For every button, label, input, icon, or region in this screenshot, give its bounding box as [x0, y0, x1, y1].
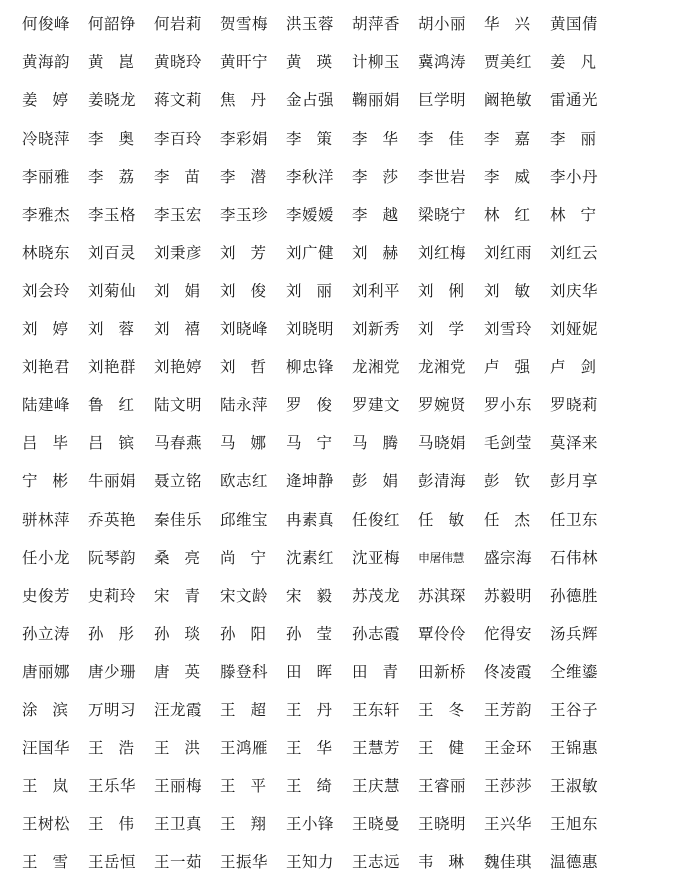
name-entry: 王东轩: [352, 700, 401, 719]
name-entry: 孙志霞: [352, 624, 401, 643]
name-entry: 宁彬: [22, 472, 84, 491]
name-entry: 宋青: [154, 586, 216, 605]
name-entry: 李玉宏: [154, 205, 203, 224]
name-entry: 李丽: [550, 129, 612, 148]
name-entry: 马腾: [352, 434, 414, 453]
name-entry: 田新桥: [418, 662, 467, 681]
name-entry: 王卫真: [154, 815, 203, 834]
name-entry: 滕登科: [220, 662, 269, 681]
name-entry: 李嘉: [484, 129, 546, 148]
name-entry: 刘敏: [484, 281, 546, 300]
name-entry: 王一茹: [154, 853, 203, 872]
name-row: [22, 44, 682, 82]
name-entry: 逄坤静: [286, 472, 335, 491]
name-entry: 孙彤: [88, 624, 150, 643]
name-entry: 苏茂龙: [352, 586, 401, 605]
name-entry: 计柳玉: [352, 53, 401, 72]
name-list-grid: [22, 6, 682, 882]
name-entry: 黄崑: [88, 53, 150, 72]
name-entry: 王鸿雁: [220, 739, 269, 758]
name-entry: 柳忠锋: [286, 358, 335, 377]
name-entry: 王慧芳: [352, 739, 401, 758]
name-entry: 王锦惠: [550, 739, 599, 758]
name-entry: 王丽梅: [154, 777, 203, 796]
name-entry: 史莉玲: [88, 586, 137, 605]
name-entry: 刘秉彦: [154, 243, 203, 262]
name-entry: 任小龙: [22, 548, 71, 567]
name-entry: 苏淇琛: [418, 586, 467, 605]
name-entry: 刘学: [418, 320, 480, 339]
name-entry: 王树松: [22, 815, 71, 834]
name-entry: 马宁: [286, 434, 348, 453]
name-entry: 王洪: [154, 739, 216, 758]
name-entry: 罗建文: [352, 396, 401, 415]
name-entry: 刘哲: [220, 358, 282, 377]
name-entry: 欧志红: [220, 472, 269, 491]
name-entry: 刘红雨: [484, 243, 533, 262]
name-entry: 刘雪玲: [484, 320, 533, 339]
name-entry: 宋文龄: [220, 586, 269, 605]
name-entry: 桑亮: [154, 548, 216, 567]
name-entry: 刘晓峰: [220, 320, 269, 339]
name-entry: 巨学明: [418, 91, 467, 110]
name-entry: 仝维鎏: [550, 662, 599, 681]
name-entry: 陆建峰: [22, 396, 71, 415]
name-entry: 唐丽娜: [22, 662, 71, 681]
name-entry: 刘红云: [550, 243, 599, 262]
name-entry: 彭清海: [418, 472, 467, 491]
name-entry: 刘婷: [22, 320, 84, 339]
name-entry: 刘晓明: [286, 320, 335, 339]
name-entry: 孙立涛: [22, 624, 71, 643]
name-entry: 龙湘党: [418, 358, 467, 377]
name-entry: 贾美红: [484, 53, 533, 72]
name-entry: 李玉珍: [220, 205, 269, 224]
name-entry: 林晓东: [22, 243, 71, 262]
name-entry: 林宁: [550, 205, 612, 224]
name-entry: 李苗: [154, 167, 216, 186]
name-entry: 李佳: [418, 129, 480, 148]
name-entry: 林红: [484, 205, 546, 224]
name-entry: 李奥: [88, 129, 150, 148]
name-entry: 罗晓莉: [550, 396, 599, 415]
name-entry: 毛剑莹: [484, 434, 533, 453]
name-entry: 王雪: [22, 853, 84, 872]
name-entry: 唐英: [154, 662, 216, 681]
name-entry: 任卫东: [550, 510, 599, 529]
name-entry: 王岳恒: [88, 853, 137, 872]
name-entry: 田青: [352, 662, 414, 681]
name-entry: 唐少珊: [88, 662, 137, 681]
name-entry: 阚艳敏: [484, 91, 533, 110]
name-entry: 罗俊: [286, 396, 348, 415]
name-entry: 王绮: [286, 777, 348, 796]
name-entry: 彭月享: [550, 472, 599, 491]
name-entry: 李世岩: [418, 167, 467, 186]
name-row: [22, 273, 682, 311]
name-entry: 苏毅明: [484, 586, 533, 605]
name-entry: 黄瑛: [286, 53, 348, 72]
name-entry: 汤兵辉: [550, 624, 599, 643]
name-entry: 李雅杰: [22, 205, 71, 224]
name-entry: 孙德胜: [550, 586, 599, 605]
name-entry: 孙琰: [154, 624, 216, 643]
name-entry: 万明习: [88, 700, 137, 719]
name-entry: 何岩莉: [154, 15, 203, 34]
name-entry: 王淑敏: [550, 777, 599, 796]
name-row: [22, 387, 682, 425]
name-entry: 沈素红: [286, 548, 335, 567]
name-entry: 申屠伟慧: [418, 551, 465, 566]
name-entry: 王翔: [220, 815, 282, 834]
name-entry: 王旭东: [550, 815, 599, 834]
name-entry: 梁晓宁: [418, 205, 467, 224]
name-entry: 罗婉贤: [418, 396, 467, 415]
name-entry: 刘禧: [154, 320, 216, 339]
name-entry: 何韶铮: [88, 15, 137, 34]
name-entry: 何俊峰: [22, 15, 71, 34]
name-entry: 蒋文莉: [154, 91, 203, 110]
name-entry: 李玉格: [88, 205, 137, 224]
name-entry: 刘俊: [220, 281, 282, 300]
name-entry: 李华: [352, 129, 414, 148]
name-entry: 宋毅: [286, 586, 348, 605]
name-entry: 陆永萍: [220, 396, 269, 415]
name-entry: 任俊红: [352, 510, 401, 529]
name-entry: 王岚: [22, 777, 84, 796]
name-row: [22, 349, 682, 387]
name-entry: 牛丽娟: [88, 472, 137, 491]
name-entry: 刘利平: [352, 281, 401, 300]
name-entry: 王丹: [286, 700, 348, 719]
name-entry: 孙莹: [286, 624, 348, 643]
name-entry: 马晓娟: [418, 434, 467, 453]
name-entry: 王志远: [352, 853, 401, 872]
name-entry: 卢剑: [550, 358, 612, 377]
name-entry: 佟凌霞: [484, 662, 533, 681]
name-entry: 姜晓龙: [88, 91, 137, 110]
name-entry: 王伟: [88, 815, 150, 834]
name-entry: 刘百灵: [88, 243, 137, 262]
name-entry: 黄旰宁: [220, 53, 269, 72]
name-row: [22, 844, 682, 882]
name-entry: 李彩娟: [220, 129, 269, 148]
name-row: [22, 311, 682, 349]
name-entry: 冷晓萍: [22, 129, 71, 148]
name-entry: 马娜: [220, 434, 282, 453]
name-entry: 王芳韵: [484, 700, 533, 719]
name-entry: 王振华: [220, 853, 269, 872]
name-entry: 王平: [220, 777, 282, 796]
name-row: [22, 196, 682, 234]
name-row: [22, 577, 682, 615]
name-entry: 李荔: [88, 167, 150, 186]
name-row: [22, 6, 682, 44]
name-entry: 王华: [286, 739, 348, 758]
name-row: [22, 806, 682, 844]
name-entry: 王健: [418, 739, 480, 758]
name-row: [22, 82, 682, 120]
name-entry: 刘娟: [154, 281, 216, 300]
name-entry: 李小丹: [550, 167, 599, 186]
name-entry: 刘会玲: [22, 281, 71, 300]
name-row: [22, 539, 682, 577]
name-entry: 王冬: [418, 700, 480, 719]
name-entry: 王超: [220, 700, 282, 719]
name-entry: 魏佳琪: [484, 853, 533, 872]
name-entry: 刘红梅: [418, 243, 467, 262]
name-row: [22, 120, 682, 158]
name-entry: 骈林萍: [22, 510, 71, 529]
name-entry: 冀鸿涛: [418, 53, 467, 72]
name-row: [22, 730, 682, 768]
name-entry: 任杰: [484, 510, 546, 529]
name-entry: 彭娟: [352, 472, 414, 491]
name-entry: 雷通光: [550, 91, 599, 110]
name-entry: 黄晓玲: [154, 53, 203, 72]
name-entry: 李嫒嫒: [286, 205, 335, 224]
name-entry: 聂立铭: [154, 472, 203, 491]
name-entry: 马春燕: [154, 434, 203, 453]
name-entry: 邱维宝: [220, 510, 269, 529]
name-entry: 姜凡: [550, 53, 612, 72]
name-entry: 刘赫: [352, 243, 414, 262]
name-entry: 姜婷: [22, 91, 84, 110]
name-entry: 佗得安: [484, 624, 533, 643]
name-entry: 陆文明: [154, 396, 203, 415]
name-entry: 李潜: [220, 167, 282, 186]
name-entry: 史俊芳: [22, 586, 71, 605]
name-row: [22, 158, 682, 196]
name-entry: 罗小东: [484, 396, 533, 415]
name-entry: 彭钦: [484, 472, 546, 491]
name-entry: 乔英艳: [88, 510, 137, 529]
name-entry: 李秋洋: [286, 167, 335, 186]
name-entry: 覃伶伶: [418, 624, 467, 643]
name-entry: 贺雪梅: [220, 15, 269, 34]
name-entry: 孙阳: [220, 624, 282, 643]
name-entry: 王乐华: [88, 777, 137, 796]
name-entry: 李策: [286, 129, 348, 148]
name-entry: 王小锋: [286, 815, 335, 834]
name-entry: 刘菊仙: [88, 281, 137, 300]
name-entry: 温德惠: [550, 853, 599, 872]
name-entry: 刘丽: [286, 281, 348, 300]
name-entry: 龙湘党: [352, 358, 401, 377]
name-entry: 刘娅妮: [550, 320, 599, 339]
name-entry: 鲁红: [88, 396, 150, 415]
name-entry: 汪国华: [22, 739, 71, 758]
name-entry: 李威: [484, 167, 546, 186]
name-entry: 王浩: [88, 739, 150, 758]
name-entry: 焦丹: [220, 91, 282, 110]
name-entry: 阮琴韵: [88, 548, 137, 567]
name-entry: 涂滨: [22, 700, 84, 719]
name-entry: 刘芳: [220, 243, 282, 262]
name-entry: 韦琳: [418, 853, 480, 872]
name-entry: 王晓曼: [352, 815, 401, 834]
name-entry: 李越: [352, 205, 414, 224]
name-entry: 刘艳君: [22, 358, 71, 377]
name-entry: 刘庆华: [550, 281, 599, 300]
name-row: [22, 463, 682, 501]
name-entry: 尚宁: [220, 548, 282, 567]
name-entry: 刘俐: [418, 281, 480, 300]
name-entry: 李莎: [352, 167, 414, 186]
name-entry: 李百玲: [154, 129, 203, 148]
name-entry: 胡小丽: [418, 15, 467, 34]
name-row: [22, 768, 682, 806]
name-entry: 华兴: [484, 15, 546, 34]
name-entry: 刘广健: [286, 243, 335, 262]
name-entry: 鞠丽娟: [352, 91, 401, 110]
name-entry: 莫泽来: [550, 434, 599, 453]
name-entry: 吕镔: [88, 434, 150, 453]
name-entry: 田晖: [286, 662, 348, 681]
name-entry: 盛宗海: [484, 548, 533, 567]
name-row: [22, 616, 682, 654]
name-entry: 石伟林: [550, 548, 599, 567]
name-entry: 洪玉蓉: [286, 15, 335, 34]
name-row: [22, 235, 682, 273]
name-entry: 冉素真: [286, 510, 335, 529]
name-entry: 王兴华: [484, 815, 533, 834]
name-entry: 沈亚梅: [352, 548, 401, 567]
name-entry: 王晓明: [418, 815, 467, 834]
name-entry: 王金环: [484, 739, 533, 758]
name-entry: 胡萍香: [352, 15, 401, 34]
name-entry: 王莎莎: [484, 777, 533, 796]
name-entry: 王谷子: [550, 700, 599, 719]
name-entry: 王知力: [286, 853, 335, 872]
name-entry: 秦佳乐: [154, 510, 203, 529]
name-entry: 刘新秀: [352, 320, 401, 339]
name-entry: 黄国倩: [550, 15, 599, 34]
name-entry: 吕毕: [22, 434, 84, 453]
name-entry: 汪龙霞: [154, 700, 203, 719]
name-row: [22, 425, 682, 463]
name-entry: 刘艳婷: [154, 358, 203, 377]
name-row: [22, 692, 682, 730]
name-entry: 王睿丽: [418, 777, 467, 796]
name-row: [22, 654, 682, 692]
name-entry: 黄海韵: [22, 53, 71, 72]
name-entry: 刘艳群: [88, 358, 137, 377]
name-row: [22, 501, 682, 539]
name-entry: 金占强: [286, 91, 335, 110]
name-entry: 李丽雅: [22, 167, 71, 186]
name-entry: 卢强: [484, 358, 546, 377]
name-entry: 任敏: [418, 510, 480, 529]
name-entry: 王庆慧: [352, 777, 401, 796]
name-entry: 刘蓉: [88, 320, 150, 339]
